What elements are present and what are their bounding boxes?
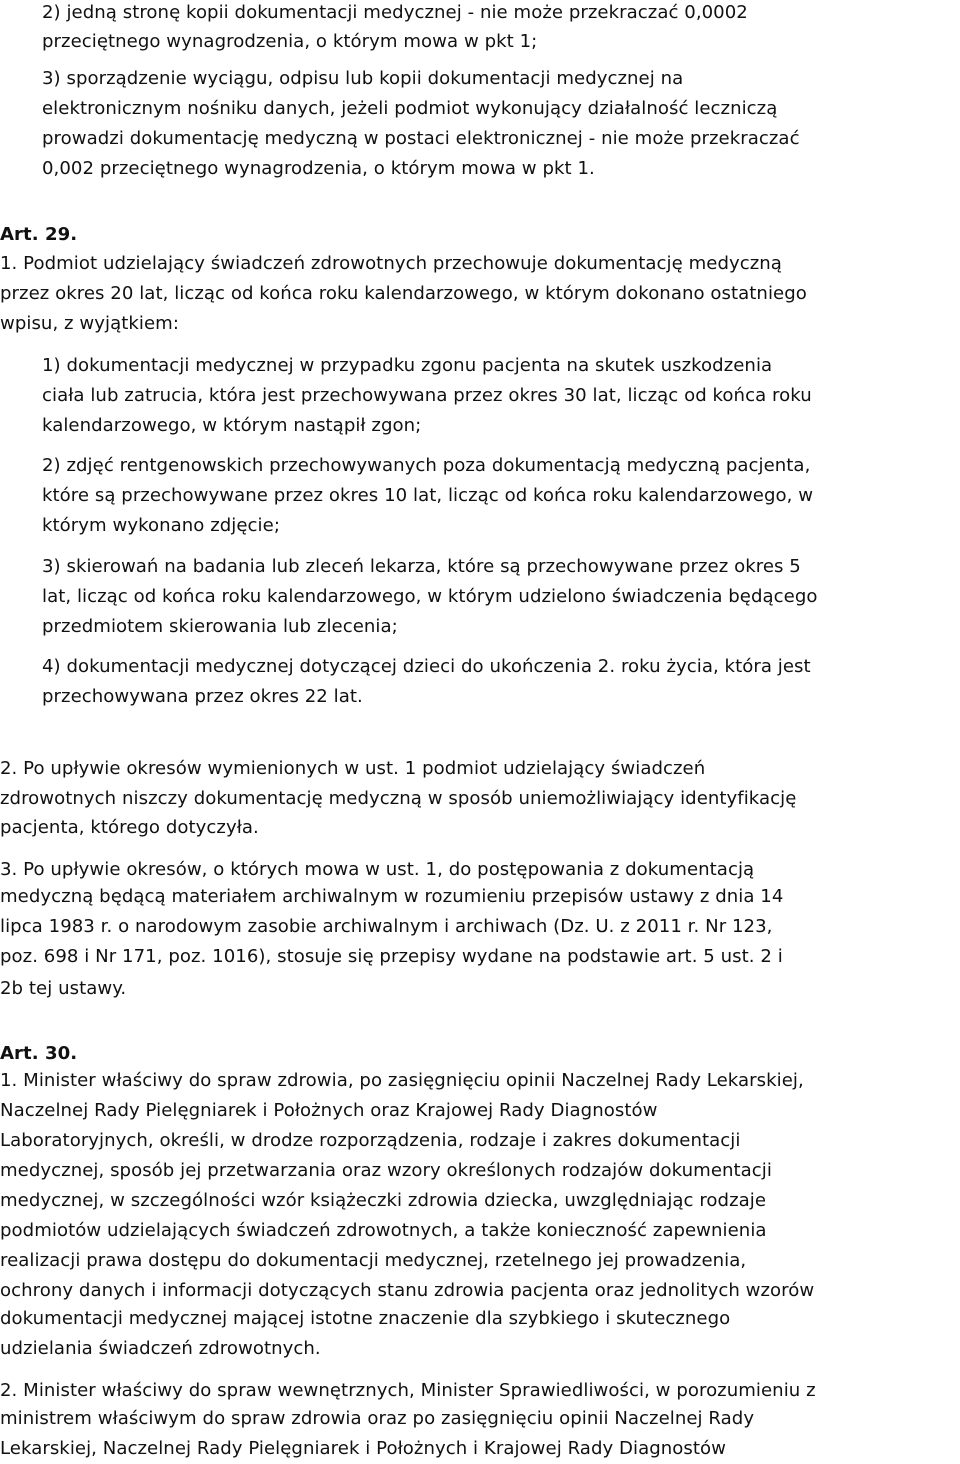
text-line: realizacji prawa dostępu do dokumentacji medycznej, rzetelnego jej prowadzenia,	[0, 1250, 747, 1271]
text-line: elektronicznym nośniku danych, jeżeli podmiot wykonujący działalność leczniczą	[42, 98, 778, 119]
text-line: wpisu, z wyjątkiem:	[0, 313, 179, 334]
text-line: zdrowotnych niszczy dokumentację medyczną w sposób uniemożliwiający identyfikację	[0, 788, 797, 809]
text-line: 1. Podmiot udzielający świadczeń zdrowotnych przechowuje dokumentację medyczną	[0, 253, 782, 274]
text-line: 4) dokumentacji medycznej dotyczącej dzieci do ukończenia 2. roku życia, która jest	[42, 656, 811, 677]
text-line: 2b tej ustawy.	[0, 978, 127, 999]
article-heading: Art. 30.	[0, 1043, 78, 1064]
text-line: 3) skierowań na badania lub zleceń lekarza, które są przechowywane przez okres 5	[42, 556, 801, 577]
text-line: ochrony danych i informacji dotyczących stanu zdrowia pacjenta oraz jednolitych wzorów	[0, 1280, 815, 1301]
text-line: 0,002 przeciętnego wynagrodzenia, o którym mowa w pkt 1.	[42, 158, 595, 179]
text-line: lat, licząc od końca roku kalendarzowego, w którym udzielono świadczenia będącego	[42, 586, 818, 607]
text-line: dokumentacji medycznej mającej istotne znaczenie dla szybkiego i skutecznego	[0, 1308, 731, 1329]
text-line: 3. Po upływie okresów, o których mowa w ust. 1, do postępowania z dokumentacją	[0, 859, 755, 880]
text-line: przedmiotem skierowania lub zlecenia;	[42, 616, 398, 637]
article-heading: Art. 29.	[0, 224, 78, 245]
text-line: 2) zdjęć rentgenowskich przechowywanych poza dokumentacją medyczną pacjenta,	[42, 455, 811, 476]
text-line: kalendarzowego, w którym nastąpił zgon;	[42, 415, 422, 436]
text-line: które są przechowywane przez okres 10 lat, licząc od końca roku kalendarzowego, w	[42, 485, 814, 506]
text-line: przeciętnego wynagrodzenia, o którym mowa w pkt 1;	[42, 31, 538, 52]
text-line: 2. Po upływie okresów wymienionych w ust. 1 podmiot udzielający świadczeń	[0, 758, 706, 779]
text-line: 1. Minister właściwy do spraw zdrowia, po zasięgnięciu opinii Naczelnej Rady Lekarskiej,	[0, 1070, 804, 1091]
text-line: ciała lub zatrucia, która jest przechowywana przez okres 30 lat, licząc od końca roku	[42, 385, 812, 406]
text-line: prowadzi dokumentację medyczną w postaci elektronicznej - nie może przekraczać	[42, 128, 800, 149]
text-line: podmiotów udzielających świadczeń zdrowotnych, a także konieczność zapewnienia	[0, 1220, 767, 1241]
text-line: 1) dokumentacji medycznej w przypadku zgonu pacjenta na skutek uszkodzenia	[42, 355, 773, 376]
text-line: przechowywana przez okres 22 lat.	[42, 686, 363, 707]
text-line: poz. 698 i Nr 171, poz. 1016), stosuje się przepisy wydane na podstawie art. 5 ust. 2 i	[0, 946, 783, 967]
text-line: pacjenta, którego dotyczyła.	[0, 817, 259, 838]
text-line: medycznej, sposób jej przetwarzania oraz wzory określonych rodzajów dokumentacji	[0, 1160, 772, 1181]
text-line: przez okres 20 lat, licząc od końca roku kalendarzowego, w którym dokonano ostatniego	[0, 283, 807, 304]
text-line: 2. Minister właściwy do spraw wewnętrznych, Minister Sprawiedliwości, w porozumieniu z	[0, 1380, 816, 1401]
text-line: Naczelnej Rady Pielęgniarek i Położnych oraz Krajowej Rady Diagnostów	[0, 1100, 658, 1121]
text-line: medycznej, w szczególności wzór książeczki zdrowia dziecka, uwzględniając rodzaje	[0, 1190, 767, 1211]
text-line: 2) jedną stronę kopii dokumentacji medycznej - nie może przekraczać 0,0002	[42, 2, 748, 23]
text-line: Laboratoryjnych, określi, w drodze rozporządzenia, rodzaje i zakres dokumentacji	[0, 1130, 741, 1151]
text-line: Lekarskiej, Naczelnej Rady Pielęgniarek i Położnych i Krajowej Rady Diagnostów	[0, 1438, 726, 1459]
text-line: ministrem właściwym do spraw zdrowia oraz po zasięgnięciu opinii Naczelnej Rady	[0, 1408, 755, 1429]
text-line: medyczną będącą materiałem archiwalnym w rozumieniu przepisów ustawy z dnia 14	[0, 886, 784, 907]
text-line: którym wykonano zdjęcie;	[42, 515, 280, 536]
text-line: lipca 1983 r. o narodowym zasobie archiwalnym i archiwach (Dz. U. z 2011 r. Nr 123,	[0, 916, 773, 937]
text-line: 3) sporządzenie wyciągu, odpisu lub kopii dokumentacji medycznej na	[42, 68, 684, 89]
text-line: udzielania świadczeń zdrowotnych.	[0, 1338, 321, 1359]
